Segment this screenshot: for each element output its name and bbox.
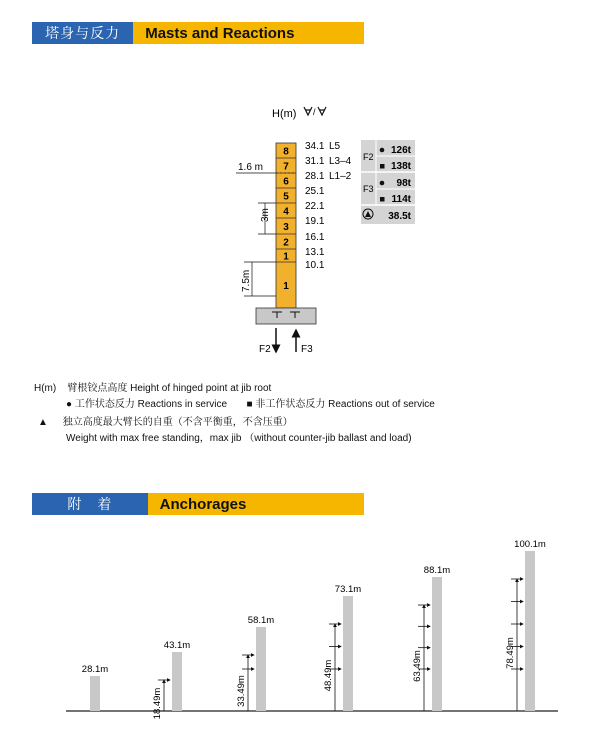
- legend-h-desc: 臂根铰点高度 Height of hinged point at jib root: [67, 383, 272, 394]
- mast-column: [525, 551, 535, 711]
- height-value: 28.1: [305, 171, 325, 182]
- force-f2-arrow: [259, 328, 276, 355]
- anchorage-dim-label: 48.49m: [323, 659, 334, 692]
- foundation: [256, 308, 316, 324]
- segment-label: 4: [283, 206, 289, 218]
- dim-mid: [258, 203, 276, 234]
- segment-label: 7: [283, 161, 289, 173]
- reactions-table: [361, 140, 415, 224]
- height-header: H(m): [272, 108, 297, 120]
- segment-label: 8: [283, 146, 289, 158]
- segment-label: 2: [283, 237, 289, 249]
- anchorage-column: [505, 539, 546, 711]
- height-value: 25.1: [305, 186, 325, 197]
- height-value: 13.1: [305, 247, 325, 258]
- anchorage-dim-label: 63.49m: [412, 650, 423, 682]
- height-value: 16.1: [305, 232, 325, 243]
- f2-out-value: 138t: [390, 161, 411, 172]
- height-value: 10.1: [305, 260, 325, 271]
- svg-text:F2: F2: [259, 344, 271, 355]
- out-service-square: [380, 197, 385, 202]
- height-value: 31.1: [305, 156, 325, 167]
- section-banner-masts: [32, 22, 364, 44]
- segment-label: 6: [283, 176, 289, 188]
- anchorage-dim-label: 78.49m: [505, 637, 516, 669]
- f3-in-value: 98t: [396, 178, 411, 189]
- anchorage-column: [412, 565, 450, 711]
- legend-height-row: [34, 379, 271, 394]
- anchorage-height-label: 58.1m: [247, 615, 275, 626]
- in-service-dot-icon: ●: [66, 399, 73, 410]
- f3-out-value: 114t: [391, 194, 411, 205]
- mast-column: [343, 596, 353, 711]
- dim-mid-label: 3m: [260, 208, 271, 222]
- mast-column: [172, 652, 182, 711]
- in-service-dot: [380, 148, 385, 153]
- f3-label: F3: [363, 184, 374, 194]
- out-service-square-icon: ■: [246, 399, 253, 410]
- legend-out-service: 非工作状态反力 Reactions out of service: [255, 399, 435, 410]
- mast-diagram: [0, 95, 600, 365]
- banner-en-label: Anchorages: [148, 493, 364, 515]
- jib-pair-icon: [304, 107, 326, 117]
- anchorage-column: [152, 640, 190, 719]
- jib-length-label: L3–4: [329, 156, 352, 167]
- section-banner-anchorages: [32, 493, 364, 515]
- legend-weight-en-row: [66, 429, 412, 444]
- dim-base-label: 7.5m: [241, 269, 252, 292]
- anchorage-height-label: 73.1m: [334, 584, 362, 595]
- legend-weight-cn: 独立高度最大臂长的自重（不含平衡重，不含压重）: [62, 417, 293, 428]
- legend-weight-row: [38, 413, 293, 428]
- height-value: 34.1: [305, 141, 325, 152]
- jib-length-label: L1–2: [329, 171, 352, 182]
- legend-weight-en: Weight with max free standing，max jib （without counter-jib ballast and load): [66, 433, 412, 444]
- force-f3-arrow: [296, 330, 313, 355]
- legend-h-key: H(m): [34, 383, 57, 394]
- height-value: 19.1: [305, 216, 325, 227]
- segment-label: 5: [283, 191, 289, 203]
- mast-column: [432, 577, 442, 711]
- banner-cn-label: 塔身与反力: [32, 22, 133, 44]
- segment-label: 1: [283, 251, 289, 263]
- banner-en-label: Masts and Reactions: [133, 22, 364, 44]
- legend-in-service: 工作状态反力 Reactions in service: [74, 399, 228, 410]
- mast-column: [276, 143, 296, 308]
- weight-icon: ▲: [38, 417, 48, 428]
- anchorage-height-label: 88.1m: [423, 565, 451, 576]
- anchorage-column: [236, 615, 274, 711]
- legend-reactions-row: [66, 395, 435, 410]
- dim-top-label: 1.6 m: [238, 162, 264, 173]
- dim-base: [241, 262, 276, 296]
- segment-label: 3: [283, 222, 289, 233]
- height-value: 22.1: [305, 201, 325, 212]
- mast-column: [90, 676, 100, 711]
- anchorage-column: [323, 584, 361, 711]
- jib-length-label: L5: [329, 141, 341, 152]
- anchorages-diagram: [0, 530, 600, 730]
- anchorage-dim-label: 18.49m: [152, 687, 163, 720]
- in-service-dot: [380, 181, 385, 186]
- svg-text:/: /: [313, 107, 316, 117]
- anchorage-column: [82, 664, 108, 711]
- weight-value: 38.5t: [388, 211, 411, 222]
- anchorage-height-label: 100.1m: [514, 539, 546, 550]
- svg-text:F3: F3: [301, 344, 313, 355]
- out-service-square: [380, 164, 385, 169]
- mast-column: [256, 627, 266, 711]
- segment-label: 1: [283, 281, 289, 292]
- f2-label: F2: [363, 152, 374, 162]
- banner-cn-label: 附 着: [32, 493, 148, 515]
- anchorage-dim-label: 33.49m: [236, 675, 247, 707]
- f2-in-value: 126t: [390, 145, 411, 156]
- anchorage-height-label: 43.1m: [163, 640, 191, 651]
- anchorage-height-label: 28.1m: [81, 664, 109, 675]
